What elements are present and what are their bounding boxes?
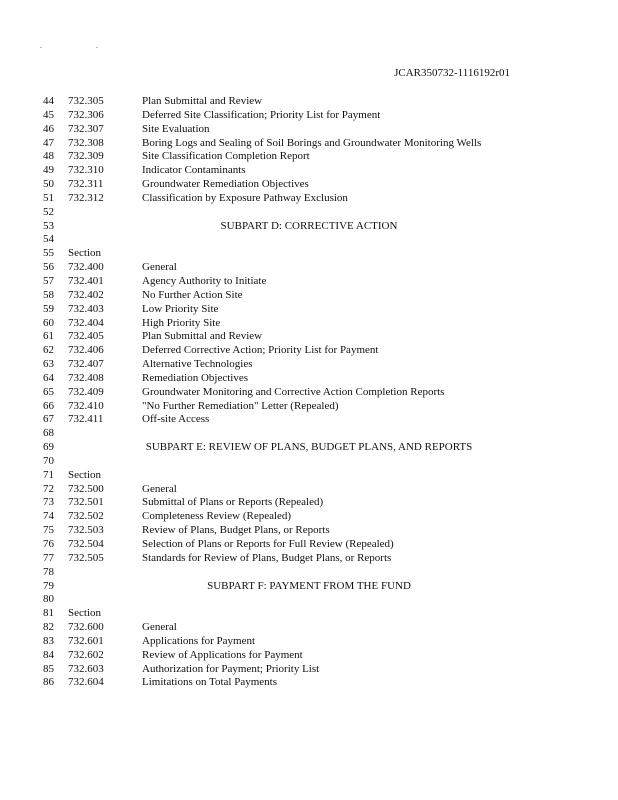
section-number: 732.403 (68, 302, 104, 315)
line-number: 51 (43, 191, 54, 204)
section-title: Selection of Plans or Reports for Full Review (Repealed) (142, 538, 394, 550)
section-title: Review of Plans, Budget Plans, or Reports (142, 524, 330, 537)
section-title: Deferred Corrective Action; Priority List for Payment (142, 344, 379, 357)
numbered-line (0, 664, 618, 678)
section-number: 732.601 (68, 634, 104, 647)
section-number: 732.604 (68, 676, 104, 689)
numbered-line (0, 567, 618, 581)
numbered-line (0, 484, 618, 498)
line-number: 61 (43, 330, 54, 343)
section-title: Groundwater Remediation Objectives (142, 178, 309, 191)
section-number: 732.600 (68, 621, 104, 634)
numbered-line (0, 124, 618, 138)
section-title: Limitations on Total Payments (142, 676, 277, 689)
section-title: Off-site Access (142, 413, 210, 426)
line-number: 76 (43, 538, 54, 550)
line-number: 57 (43, 274, 54, 287)
numbered-line (0, 677, 618, 691)
line-number: 53 (43, 219, 54, 232)
line-number: 71 (43, 468, 54, 481)
section-number: 732.503 (68, 524, 104, 537)
numbered-line (0, 276, 618, 290)
line-number: 77 (43, 551, 54, 564)
section-number: 732.405 (68, 330, 104, 343)
numbered-line (0, 511, 618, 525)
line-number: 67 (43, 413, 54, 426)
line-number: 70 (43, 454, 54, 467)
section-title: "No Further Remediation" Letter (Repealed) (142, 399, 339, 412)
section-number: 732.312 (68, 191, 104, 204)
numbered-line (0, 442, 618, 456)
line-number: 60 (43, 316, 54, 329)
line-number: 64 (43, 371, 54, 384)
section-number: 732.501 (68, 496, 104, 509)
numbered-line (0, 234, 618, 248)
line-number: 85 (43, 662, 54, 675)
numbered-line (0, 110, 618, 124)
line-number: 80 (43, 593, 54, 606)
numbered-line (0, 636, 618, 650)
line-number: 48 (43, 150, 54, 163)
line-number: 86 (43, 676, 54, 689)
section-title: Site Classification Completion Report (142, 150, 310, 163)
section-title: Authorization for Payment; Priority List (142, 662, 320, 675)
section-title: Low Priority Site (142, 302, 219, 315)
line-number: 56 (43, 261, 54, 274)
section-number: 732.401 (68, 274, 104, 287)
section-number: 732.404 (68, 316, 104, 329)
section-title: General (142, 482, 177, 495)
section-number: 732.309 (68, 150, 104, 163)
section-title: High Priority Site (142, 316, 221, 329)
numbered-line (0, 221, 618, 235)
line-number: 74 (43, 510, 54, 523)
line-number: 73 (43, 496, 54, 509)
line-number: 46 (43, 122, 54, 135)
section-number: 732.504 (68, 538, 104, 550)
line-number: 52 (43, 205, 54, 218)
numbered-line (0, 165, 618, 179)
subpart-heading: SUBPART E: REVIEW OF PLANS, BUDGET PLANS, AND REPORTS (145, 441, 473, 454)
line-number: 59 (43, 302, 54, 315)
numbered-line (0, 622, 618, 636)
section-number: 732.307 (68, 122, 104, 135)
numbered-line (0, 539, 618, 553)
line-number: 84 (43, 648, 54, 661)
numbered-line (0, 179, 618, 193)
section-number: 732.305 (68, 95, 104, 107)
section-number: 732.311 (68, 178, 104, 191)
section-title: No Further Action Site (142, 288, 243, 301)
document-id: JCAR350732-1116192r01 (394, 67, 510, 79)
line-number: 63 (43, 358, 54, 371)
section-title: Site Evaluation (142, 122, 210, 135)
line-number: 82 (43, 621, 54, 634)
section-title: Remediation Objectives (142, 371, 248, 384)
section-title: General (142, 621, 177, 634)
section-title: Completeness Review (Repealed) (142, 510, 292, 523)
numbered-line (0, 138, 618, 152)
line-number: 83 (43, 634, 54, 647)
line-number: 72 (43, 482, 54, 495)
numbered-line (0, 96, 618, 110)
line-number: 69 (43, 441, 54, 454)
line-number: 68 (43, 427, 54, 440)
numbered-line (0, 151, 618, 165)
section-number: 732.502 (68, 510, 104, 523)
section-number: 732.308 (68, 136, 104, 149)
numbered-line (0, 248, 618, 262)
numbered-line (0, 456, 618, 470)
section-title: Agency Authority to Initiate (142, 274, 267, 287)
section-number: 732.410 (68, 399, 104, 412)
section-number: 732.406 (68, 344, 104, 357)
line-number: 79 (43, 579, 54, 592)
numbered-line (0, 428, 618, 442)
numbered-line (0, 581, 618, 595)
line-number: 55 (43, 247, 54, 260)
section-title: Deferred Site Classification; Priority List for Payment (142, 108, 381, 121)
section-title: Submittal of Plans or Reports (Repealed) (142, 496, 324, 509)
numbered-line (0, 193, 618, 207)
section-number: 732.409 (68, 385, 104, 398)
section-number: 732.402 (68, 288, 104, 301)
section-column-label: Section (68, 247, 101, 260)
line-number: 62 (43, 344, 54, 357)
line-number: 44 (43, 95, 54, 107)
numbered-line (0, 387, 618, 401)
numbered-line (0, 207, 618, 221)
section-number: 732.505 (68, 551, 104, 564)
line-number: 54 (43, 233, 54, 246)
numbered-line (0, 345, 618, 359)
line-number: 58 (43, 288, 54, 301)
line-number: 47 (43, 136, 54, 149)
section-title: Plan Submittal and Review (142, 330, 263, 343)
section-number: 732.411 (68, 413, 104, 426)
line-number: 75 (43, 524, 54, 537)
subpart-heading: SUBPART D: CORRECTIVE ACTION (220, 219, 398, 232)
numbered-line (0, 373, 618, 387)
subpart-heading: SUBPART F: PAYMENT FROM THE FUND (207, 579, 411, 592)
section-number: 732.602 (68, 648, 104, 661)
section-title: Classification by Exposure Pathway Exclusion (142, 191, 348, 204)
line-number: 78 (43, 565, 54, 578)
line-number: 49 (43, 164, 54, 177)
section-title: Applications for Payment (142, 634, 256, 647)
numbered-line (0, 414, 618, 428)
page-marks: . . (40, 41, 124, 50)
numbered-line (0, 470, 618, 484)
section-number: 732.408 (68, 371, 104, 384)
numbered-line (0, 650, 618, 664)
table-of-contents (0, 96, 618, 691)
section-number: 732.407 (68, 358, 104, 371)
numbered-line (0, 525, 618, 539)
section-column-label: Section (68, 607, 101, 620)
numbered-line (0, 262, 618, 276)
section-title: Review of Applications for Payment (142, 648, 303, 661)
section-number: 732.306 (68, 108, 104, 121)
numbered-line (0, 553, 618, 567)
numbered-line (0, 594, 618, 608)
section-number: 732.500 (68, 482, 104, 495)
numbered-line (0, 331, 618, 345)
section-title: Alternative Technologies (142, 358, 253, 371)
line-number: 50 (43, 178, 54, 191)
line-number: 45 (43, 108, 54, 121)
numbered-line (0, 290, 618, 304)
numbered-line (0, 608, 618, 622)
line-number: 81 (43, 607, 54, 620)
numbered-line (0, 318, 618, 332)
numbered-line (0, 304, 618, 318)
line-number: 65 (43, 385, 54, 398)
section-column-label: Section (68, 468, 101, 481)
line-number: 66 (43, 399, 54, 412)
section-number: 732.603 (68, 662, 104, 675)
numbered-line (0, 401, 618, 415)
section-title: General (142, 261, 177, 274)
section-title: Boring Logs and Sealing of Soil Borings and Groundwater Monitoring Wells (142, 136, 482, 149)
numbered-line (0, 497, 618, 511)
section-number: 732.400 (68, 261, 104, 274)
section-title: Indicator Contaminants (142, 164, 246, 177)
section-title: Plan Submittal and Review (142, 95, 263, 107)
numbered-line (0, 359, 618, 373)
section-title: Standards for Review of Plans, Budget Plans, or Reports (142, 551, 392, 564)
section-title: Groundwater Monitoring and Corrective Action Completion Reports (142, 385, 445, 398)
section-number: 732.310 (68, 164, 104, 177)
